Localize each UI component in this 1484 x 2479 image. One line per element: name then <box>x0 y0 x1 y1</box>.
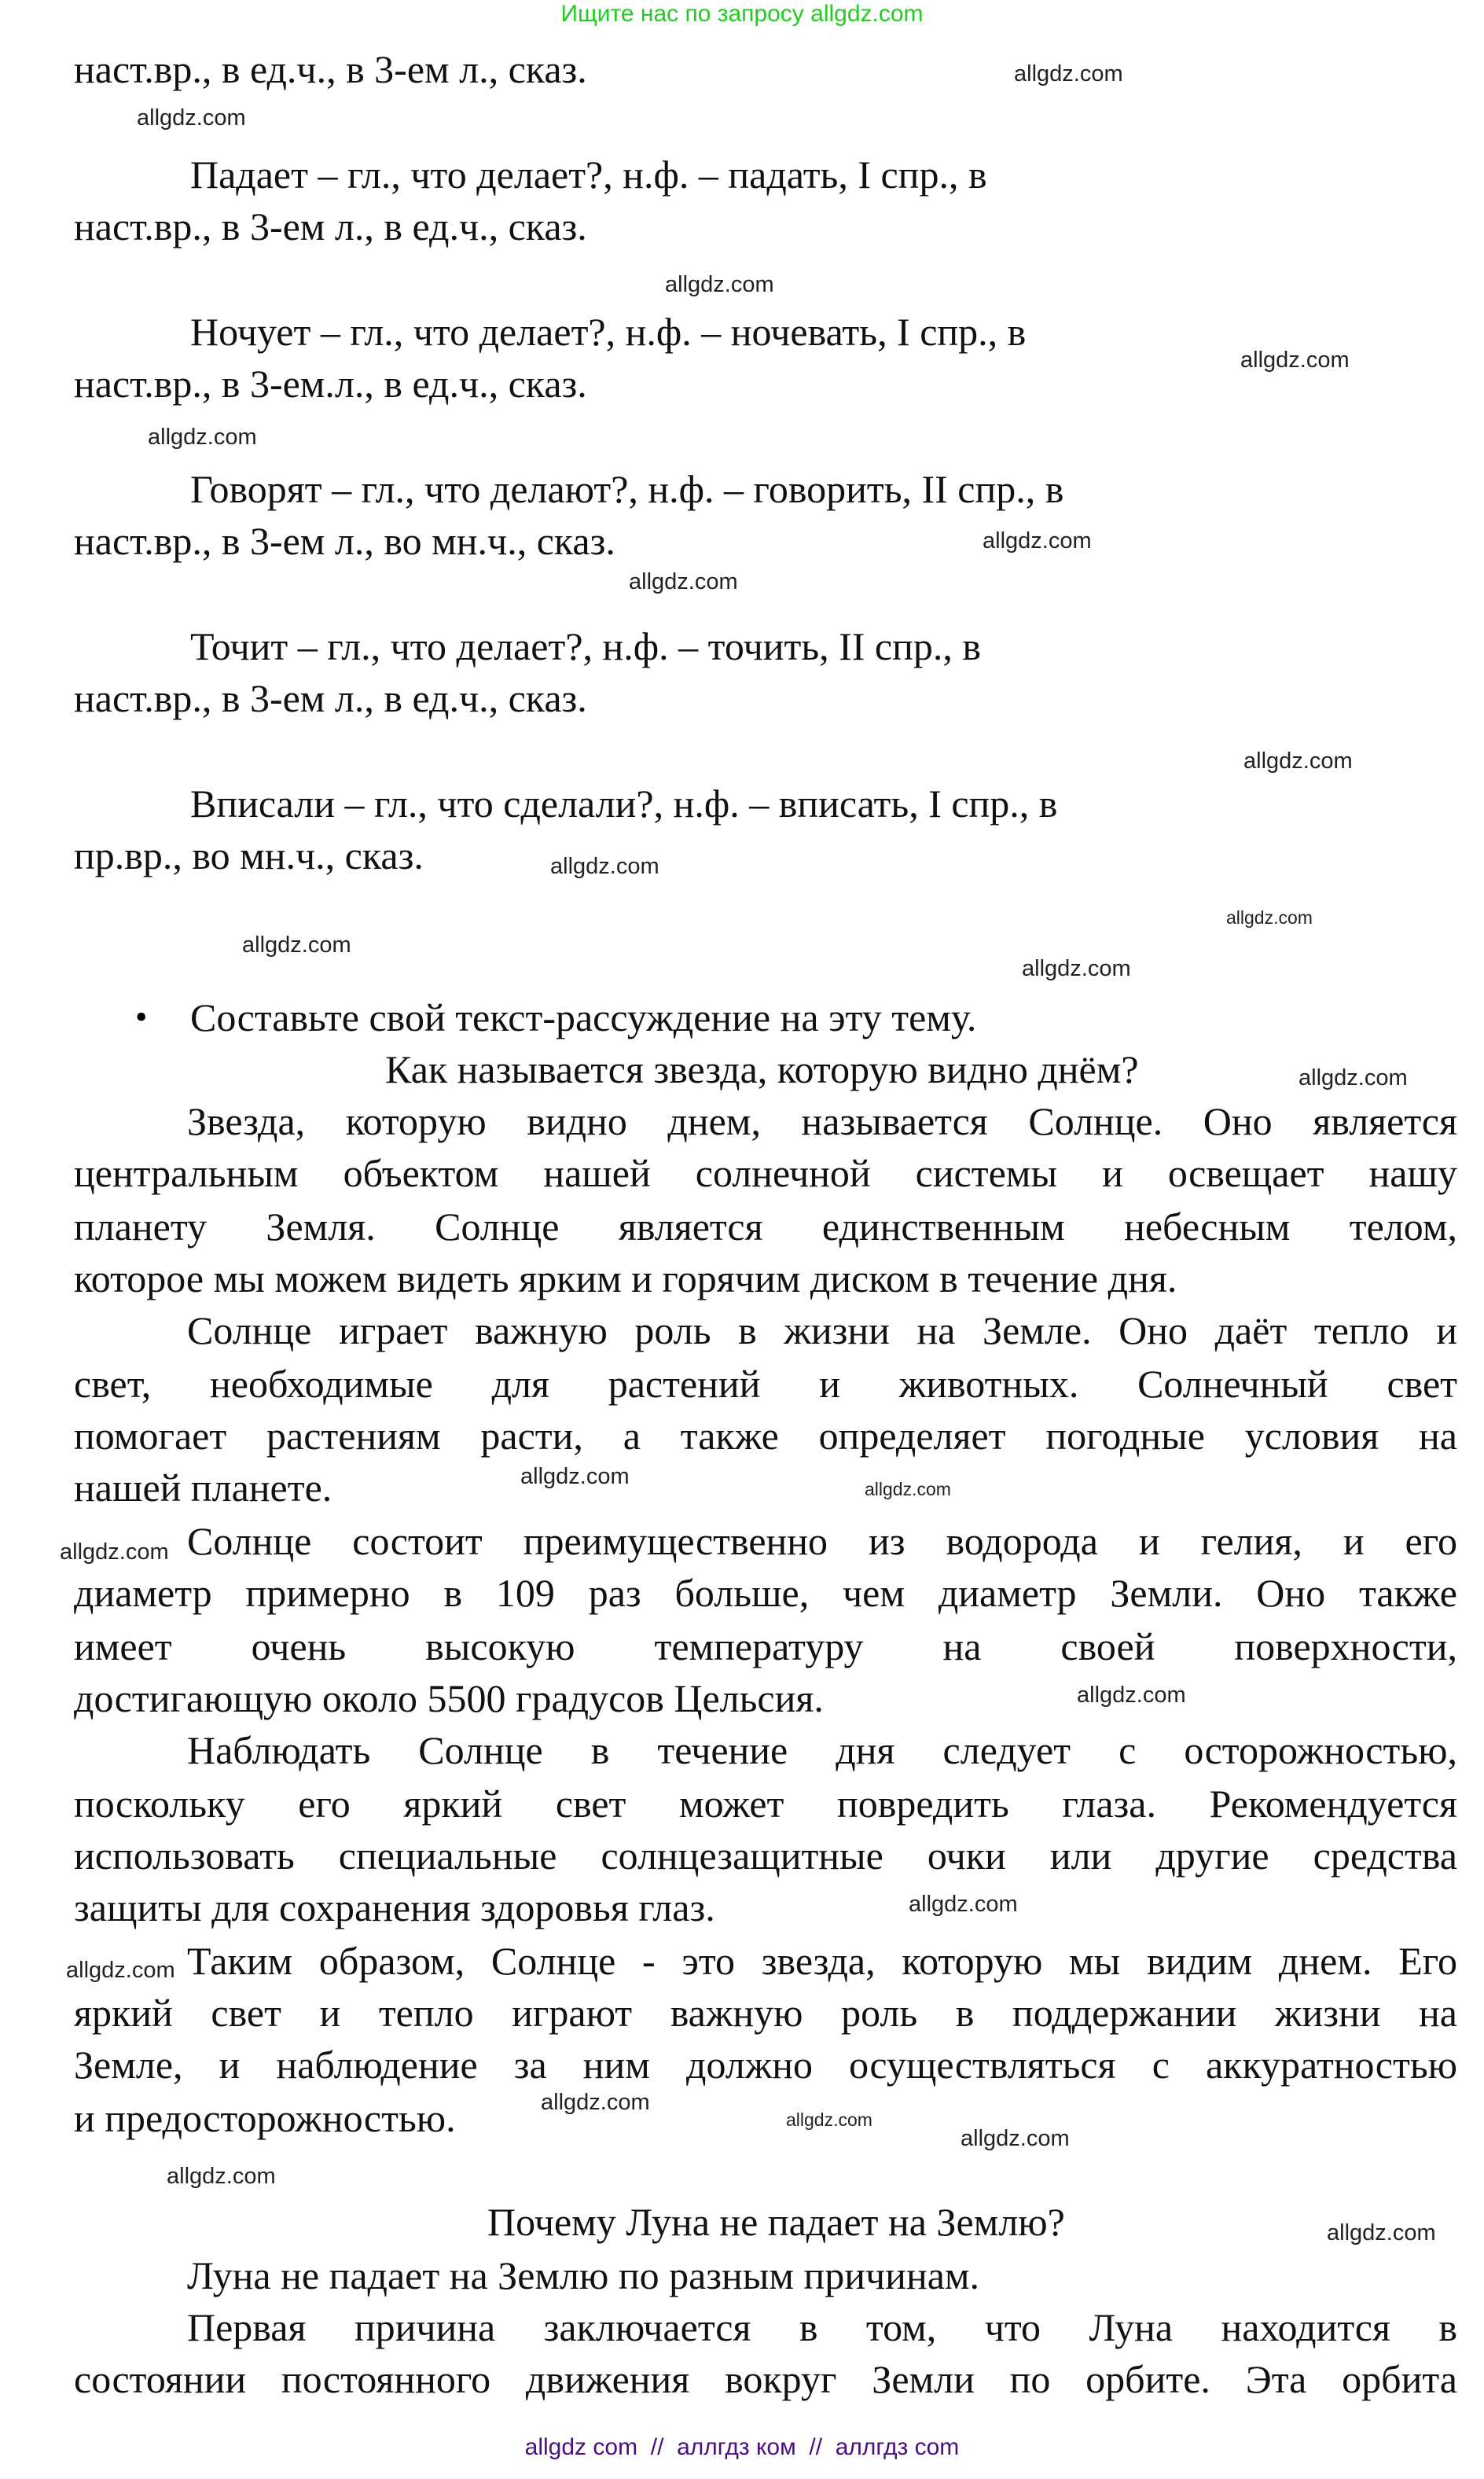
watermark: allgdz.com <box>1014 61 1123 86</box>
text-line: планету Земля. Солнце является единственным небесным телом, <box>74 1205 1457 1249</box>
watermark: allgdz.com <box>983 528 1092 554</box>
watermark: allgdz.com <box>1240 348 1350 373</box>
watermark: allgdz.com <box>520 1464 630 1489</box>
text-line: Земле, и наблюдение за ним должно осуществляться с аккуратностью <box>74 2043 1457 2087</box>
text-line: Наблюдать Солнце в течение дня следует с осторожностью, <box>187 1728 1457 1772</box>
bottom-banner: allgdz com // аллгдз ком // аллгдз com <box>524 2434 960 2460</box>
text-line: Вписали – гл., что сделали?, н.ф. – вписать, I спр., в <box>190 782 1058 826</box>
watermark: allgdz.com <box>242 932 351 958</box>
text-line: наст.вр., в ед.ч., в 3-ем л., сказ. <box>74 47 587 91</box>
text-line: Таким образом, Солнце - это звезда, которую мы видим днем. Его <box>187 1939 1457 1983</box>
text-line: которое мы можем видеть ярким и горячим диском в течение дня. <box>74 1256 1177 1300</box>
text-line: яркий свет и тепло играют важную роль в поддержании жизни на <box>74 1991 1457 2035</box>
text-line: наст.вр., в 3-ем л., в ед.ч., сказ. <box>74 204 587 248</box>
top-banner: Ищите нас по запросу allgdz.com <box>560 1 924 27</box>
text-line: Падает – гл., что делает?, н.ф. – падать, I спр., в <box>190 153 987 197</box>
watermark: allgdz.com <box>137 105 246 131</box>
watermark: allgdz.com <box>1022 956 1131 981</box>
text-line: Говорят – гл., что делают?, н.ф. – говорить, II спр., в <box>190 467 1064 511</box>
text-line: диаметр примерно в 109 раз больше, чем диаметр Земли. Оно также <box>74 1571 1457 1615</box>
text-line: центральным объектом нашей солнечной системы и освещает нашу <box>74 1151 1457 1195</box>
text-line: защиты для сохранения здоровья глаз. <box>74 1885 715 1929</box>
text-line: использовать специальные солнцезащитные очки или другие средства <box>74 1834 1457 1878</box>
watermark: allgdz.com <box>665 272 774 297</box>
text-line: наст.вр., в 3-ем.л., в ед.ч., сказ. <box>74 362 587 406</box>
text-line: Солнце состоит преимущественно из водорода и гелия, и его <box>187 1519 1457 1563</box>
watermark: allgdz.com <box>1077 1683 1186 1708</box>
text-line: Точит – гл., что делает?, н.ф. – точить, II спр., в <box>190 624 981 668</box>
watermark: allgdz.com <box>909 1892 1018 1917</box>
text-line: Первая причина заключается в том, что Луна находится в <box>187 2305 1457 2349</box>
essay-title: Почему Луна не падает на Землю? <box>487 2200 1065 2244</box>
text-line: пр.вр., во мн.ч., сказ. <box>74 833 424 877</box>
watermark: allgdz.com <box>1243 748 1353 774</box>
watermark: allgdz.com <box>148 425 257 450</box>
text-line: свет, необходимые для растений и животных. Солнечный свет <box>74 1362 1457 1406</box>
watermark: allgdz.com <box>60 1539 169 1565</box>
text-line: и предосторожностью. <box>74 2096 456 2140</box>
text-line: наст.вр., в 3-ем л., во мн.ч., сказ. <box>74 519 615 563</box>
essay-title: Как называется звезда, которую видно днём? <box>385 1047 1139 1091</box>
bullet-icon: • <box>135 998 148 1036</box>
watermark: allgdz.com <box>1327 2220 1436 2245</box>
text-line: Солнце играет важную роль в жизни на Земле. Оно даёт тепло и <box>187 1308 1457 1352</box>
watermark: allgdz.com <box>550 854 659 879</box>
text-line: состоянии постоянного движения вокруг Земли по орбите. Эта орбита <box>74 2357 1457 2401</box>
watermark: allgdz.com <box>66 1958 175 1983</box>
text-line: достигающую около 5500 градусов Цельсия. <box>74 1676 824 1720</box>
watermark: allgdz.com <box>961 2126 1070 2151</box>
watermark: allgdz.com <box>1298 1065 1408 1091</box>
text-line: нашей планете. <box>74 1466 332 1510</box>
text-line: имеет очень высокую температуру на своей поверхности, <box>74 1624 1457 1668</box>
text-line: Ночует – гл., что делает?, н.ф. – ночевать, I спр., в <box>190 310 1027 354</box>
text-line: Звезда, которую видно днем, называется Солнце. Оно является <box>187 1099 1457 1143</box>
text-line: Луна не падает на Землю по разным причинам. <box>187 2253 980 2297</box>
watermark: allgdz.com <box>541 2090 650 2115</box>
watermark: allgdz.com <box>629 569 738 594</box>
watermark: allgdz.com <box>167 2164 276 2189</box>
watermark: allgdz.com <box>786 2109 872 2130</box>
watermark: allgdz.com <box>865 1479 951 1499</box>
text-line: помогает растениям расти, а также определяет погодные условия на <box>74 1414 1457 1458</box>
text-line: наст.вр., в 3-ем л., в ед.ч., сказ. <box>74 676 587 720</box>
task-heading: Составьте свой текст-рассуждение на эту тему. <box>190 995 977 1039</box>
watermark: allgdz.com <box>1226 907 1313 928</box>
text-line: поскольку его яркий свет может повредить глаза. Рекомендуется <box>74 1782 1457 1826</box>
